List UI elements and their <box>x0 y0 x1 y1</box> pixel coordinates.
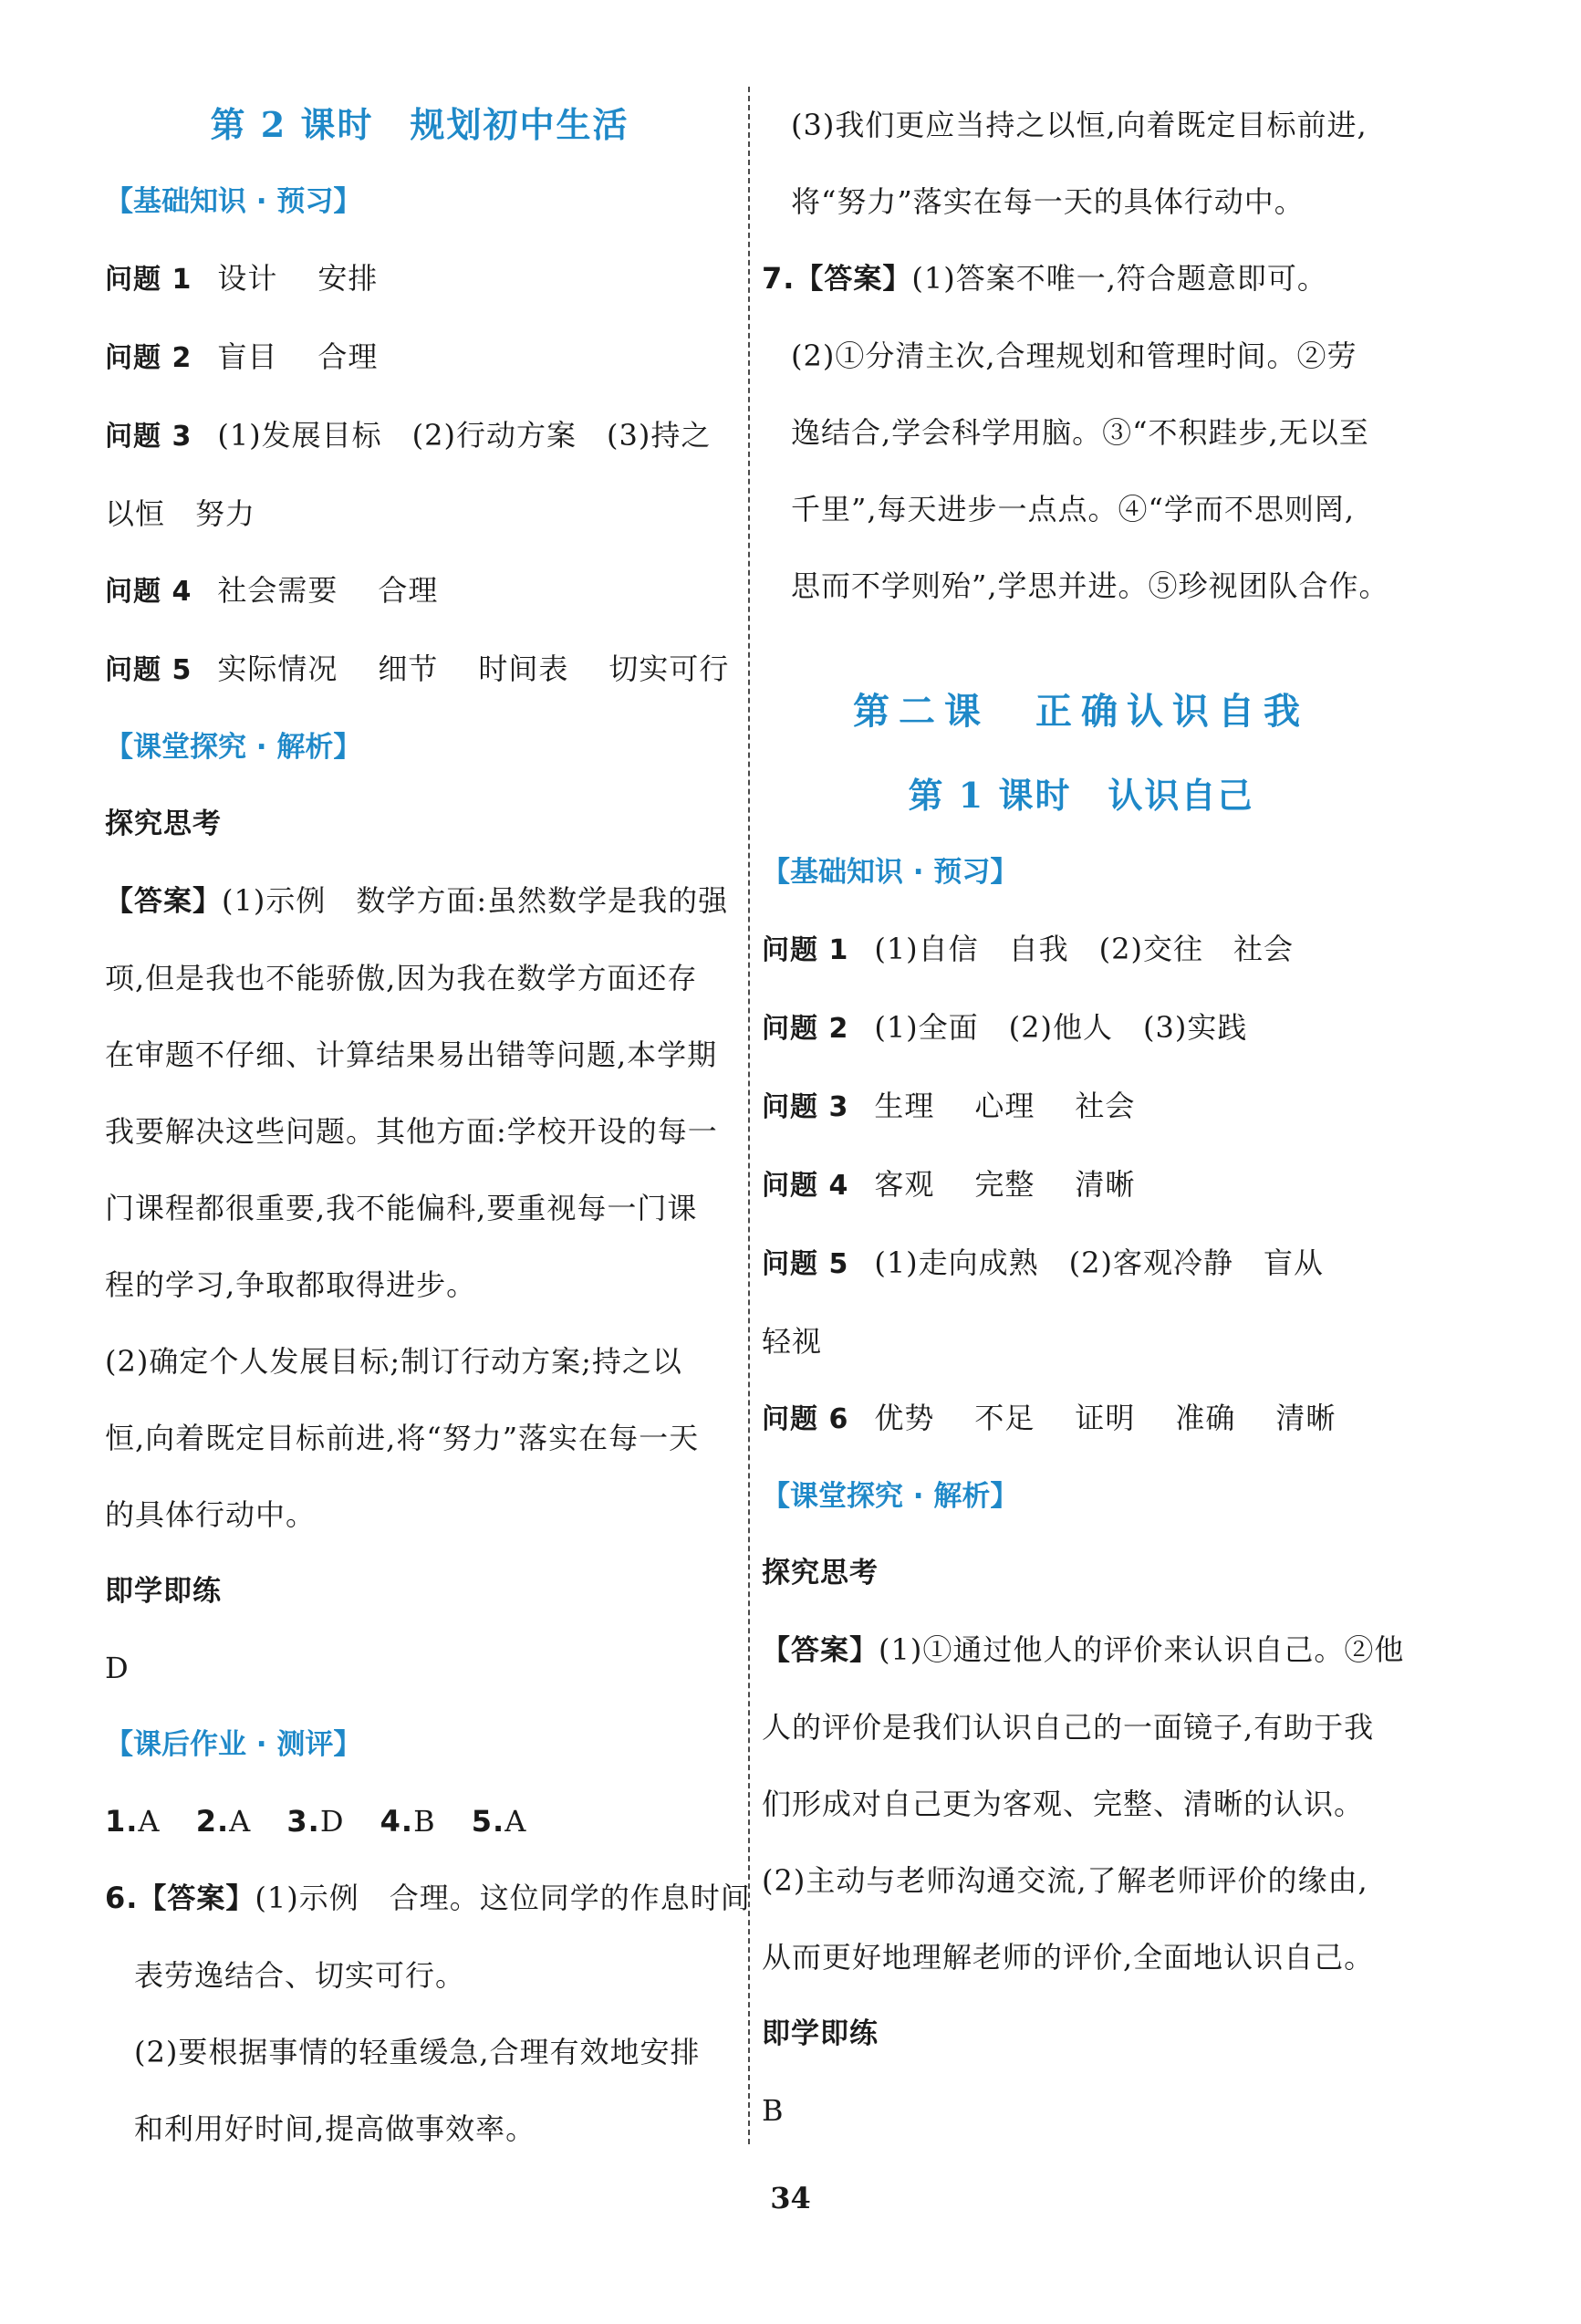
answer-text: (1)全面 (2)他人 (3)实践 <box>874 1010 1248 1045</box>
question-row <box>762 1225 1400 1303</box>
answer-term: 盲目 <box>217 339 278 374</box>
answer-term: 优势 <box>874 1401 935 1435</box>
answer-term: 安排 <box>317 261 379 296</box>
question-row <box>105 631 734 709</box>
answer-label: 【答案】 <box>105 885 222 918</box>
answer-term: 社会需要 <box>217 573 338 608</box>
answer-line: 从而更好地理解老师的评价,全面地认识自己。 <box>762 1940 1375 1975</box>
explore-heading: 探究思考 <box>762 1557 879 1589</box>
answer-line: 我要解决这些问题。其他方面:学校开设的每一 <box>105 1114 718 1149</box>
mc-answer: 2.A <box>195 1804 252 1839</box>
answer-line: 将“努力”落实在每一天的具体行动中。 <box>791 184 1305 219</box>
answer-line: 在审题不仔细、计算结果易出错等问题,本学期 <box>105 1037 718 1072</box>
answer-term: 切实可行 <box>608 651 730 686</box>
question-label: 问题 5 <box>762 1248 849 1280</box>
answer-term: 客观 <box>874 1167 935 1202</box>
answer-label: 【答案】 <box>138 1882 255 1915</box>
practice-heading: 即学即练 <box>762 2017 879 2050</box>
section-title: 第 2 课时 规划初中生活 <box>210 104 629 145</box>
answer-term: 时间表 <box>478 651 569 686</box>
answer-line: 恒,向着既定目标前进,将“努力”落实在每一天 <box>105 1421 700 1455</box>
answer-term: 社会 <box>1075 1089 1136 1123</box>
question-label: 问题 1 <box>105 264 192 296</box>
question-label: 问题 2 <box>762 1013 849 1045</box>
answer-line <box>762 1611 1405 1689</box>
explore-heading: 探究思考 <box>105 808 222 840</box>
q6-answer-line <box>105 1860 751 1937</box>
answer-term: 合理 <box>378 573 439 608</box>
answer-line: (2)确定个人发展目标;制订行动方案;持之以 <box>105 1344 682 1379</box>
question-row <box>762 1068 1400 1146</box>
multiple-choice-answers <box>105 1783 734 1860</box>
mc-answer: 3.D <box>286 1804 345 1839</box>
answer-term: 合理 <box>317 339 379 374</box>
answer-text: (1)走向成熟 (2)客观冷静 盲从 <box>874 1245 1324 1280</box>
left-column <box>105 87 751 2167</box>
practice-answer: D <box>105 1651 130 1685</box>
answer-line: 表劳逸结合、切实可行。 <box>134 1958 466 1993</box>
section-label-explore: 【课堂探究 · 解析】 <box>762 1480 1019 1513</box>
answer-line: (2)要根据事情的轻重缓急,合理有效地安排 <box>134 2035 701 2069</box>
column-divider <box>748 87 750 2144</box>
answer-line: 的具体行动中。 <box>105 1497 317 1532</box>
mc-answer: 5.A <box>471 1804 527 1839</box>
question-row <box>105 318 734 397</box>
answer-term: 准确 <box>1175 1401 1236 1435</box>
question-label: 问题 5 <box>105 654 192 686</box>
answer-line: 项,但是我也不能骄傲,因为我在数学方面还存 <box>105 961 698 995</box>
answer-line: (2)主动与老师沟通交流,了解老师评价的缘由, <box>762 1863 1368 1898</box>
question-row <box>105 397 734 475</box>
question-row <box>762 989 1400 1068</box>
answer-line: 千里”,每天进步一点点。④“学而不思则罔, <box>791 492 1356 526</box>
answer-continuation: 以恒 努力 <box>105 496 256 531</box>
answer-line: 们形成对自己更为客观、完整、清晰的认识。 <box>762 1787 1365 1821</box>
answer-term: 设计 <box>217 261 278 296</box>
answer-term: 细节 <box>378 651 439 686</box>
question-row <box>105 552 734 631</box>
answer-text: (1)自信 自我 (2)交往 社会 <box>874 932 1294 966</box>
question-label: 问题 6 <box>762 1403 849 1435</box>
question-label: 问题 1 <box>762 934 849 966</box>
answer-text: (1)示例 数学方面:虽然数学是我的强 <box>222 883 729 918</box>
answer-line: (3)我们更应当持之以恒,向着既定目标前进, <box>791 108 1368 142</box>
question-label: 问题 2 <box>105 342 192 374</box>
answer-text: (1)答案不唯一,符合题意即可。 <box>911 261 1327 296</box>
answer-term: 实际情况 <box>217 651 338 686</box>
question-label: 问题 3 <box>105 421 192 453</box>
answer-line: 思而不学则殆”,学思并进。⑤珍视团队合作。 <box>791 568 1389 603</box>
answer-line: 和利用好时间,提高做事效率。 <box>134 2111 536 2146</box>
answer-line: 门课程都很重要,我不能偏科,要重视每一门课 <box>105 1191 698 1225</box>
answer-term: 心理 <box>974 1089 1035 1123</box>
answer-text: (1)①通过他人的评价来认识自己。②他 <box>879 1632 1405 1667</box>
answer-term: 清晰 <box>1275 1401 1337 1435</box>
question-label: 问题 4 <box>762 1170 849 1202</box>
answer-label: 【答案】 <box>762 1634 879 1667</box>
question-label: 问题 4 <box>105 576 192 608</box>
q7-answer-line <box>762 240 1400 318</box>
answer-line: (2)①分清主次,合理规划和管理时间。②劳 <box>791 339 1357 373</box>
page-number: 34 <box>770 2181 811 2215</box>
answer-line: 程的学习,争取都取得进步。 <box>105 1267 477 1302</box>
section-label-preview: 【基础知识 · 预习】 <box>762 856 1019 889</box>
answer-line: 逸结合,学会科学用脑。③“不积跬步,无以至 <box>791 415 1369 450</box>
section-label-explore: 【课堂探究 · 解析】 <box>105 731 362 764</box>
answer-line: 人的评价是我们认识自己的一面镜子,有助于我 <box>762 1710 1375 1745</box>
spacer <box>762 624 1400 666</box>
question-row <box>762 1380 1400 1458</box>
answer-term: 清晰 <box>1075 1167 1136 1202</box>
mc-answer: 1.A <box>105 1804 161 1839</box>
answer-term: 证明 <box>1075 1401 1136 1435</box>
section-label-homework: 【课后作业 · 测评】 <box>105 1728 362 1761</box>
answer-text: (1)发展目标 (2)行动方案 (3)持之 <box>217 418 712 453</box>
section-title: 第 1 课时 认识自己 <box>908 775 1254 816</box>
section-label-preview: 【基础知识 · 预习】 <box>105 185 362 218</box>
answer-term: 完整 <box>974 1167 1035 1202</box>
answer-text: (1)示例 合理。这位同学的作息时间 <box>255 1881 751 1915</box>
answer-line <box>105 862 734 940</box>
answer-term: 生理 <box>874 1089 935 1123</box>
question-number: 6. <box>105 1881 139 1915</box>
mc-answer: 4.B <box>380 1804 436 1839</box>
question-number: 7. <box>762 261 796 296</box>
lesson-title: 第二课 正确认识自我 <box>853 690 1309 733</box>
question-label: 问题 3 <box>762 1091 849 1123</box>
question-row <box>762 911 1400 989</box>
question-row <box>105 240 734 318</box>
question-row <box>762 1146 1400 1225</box>
right-column <box>762 87 1405 2149</box>
answer-label: 【答案】 <box>795 263 912 296</box>
practice-heading: 即学即练 <box>105 1575 222 1608</box>
answer-term: 不足 <box>974 1401 1035 1435</box>
practice-answer: B <box>762 2093 785 2128</box>
answer-continuation: 轻视 <box>762 1324 823 1359</box>
